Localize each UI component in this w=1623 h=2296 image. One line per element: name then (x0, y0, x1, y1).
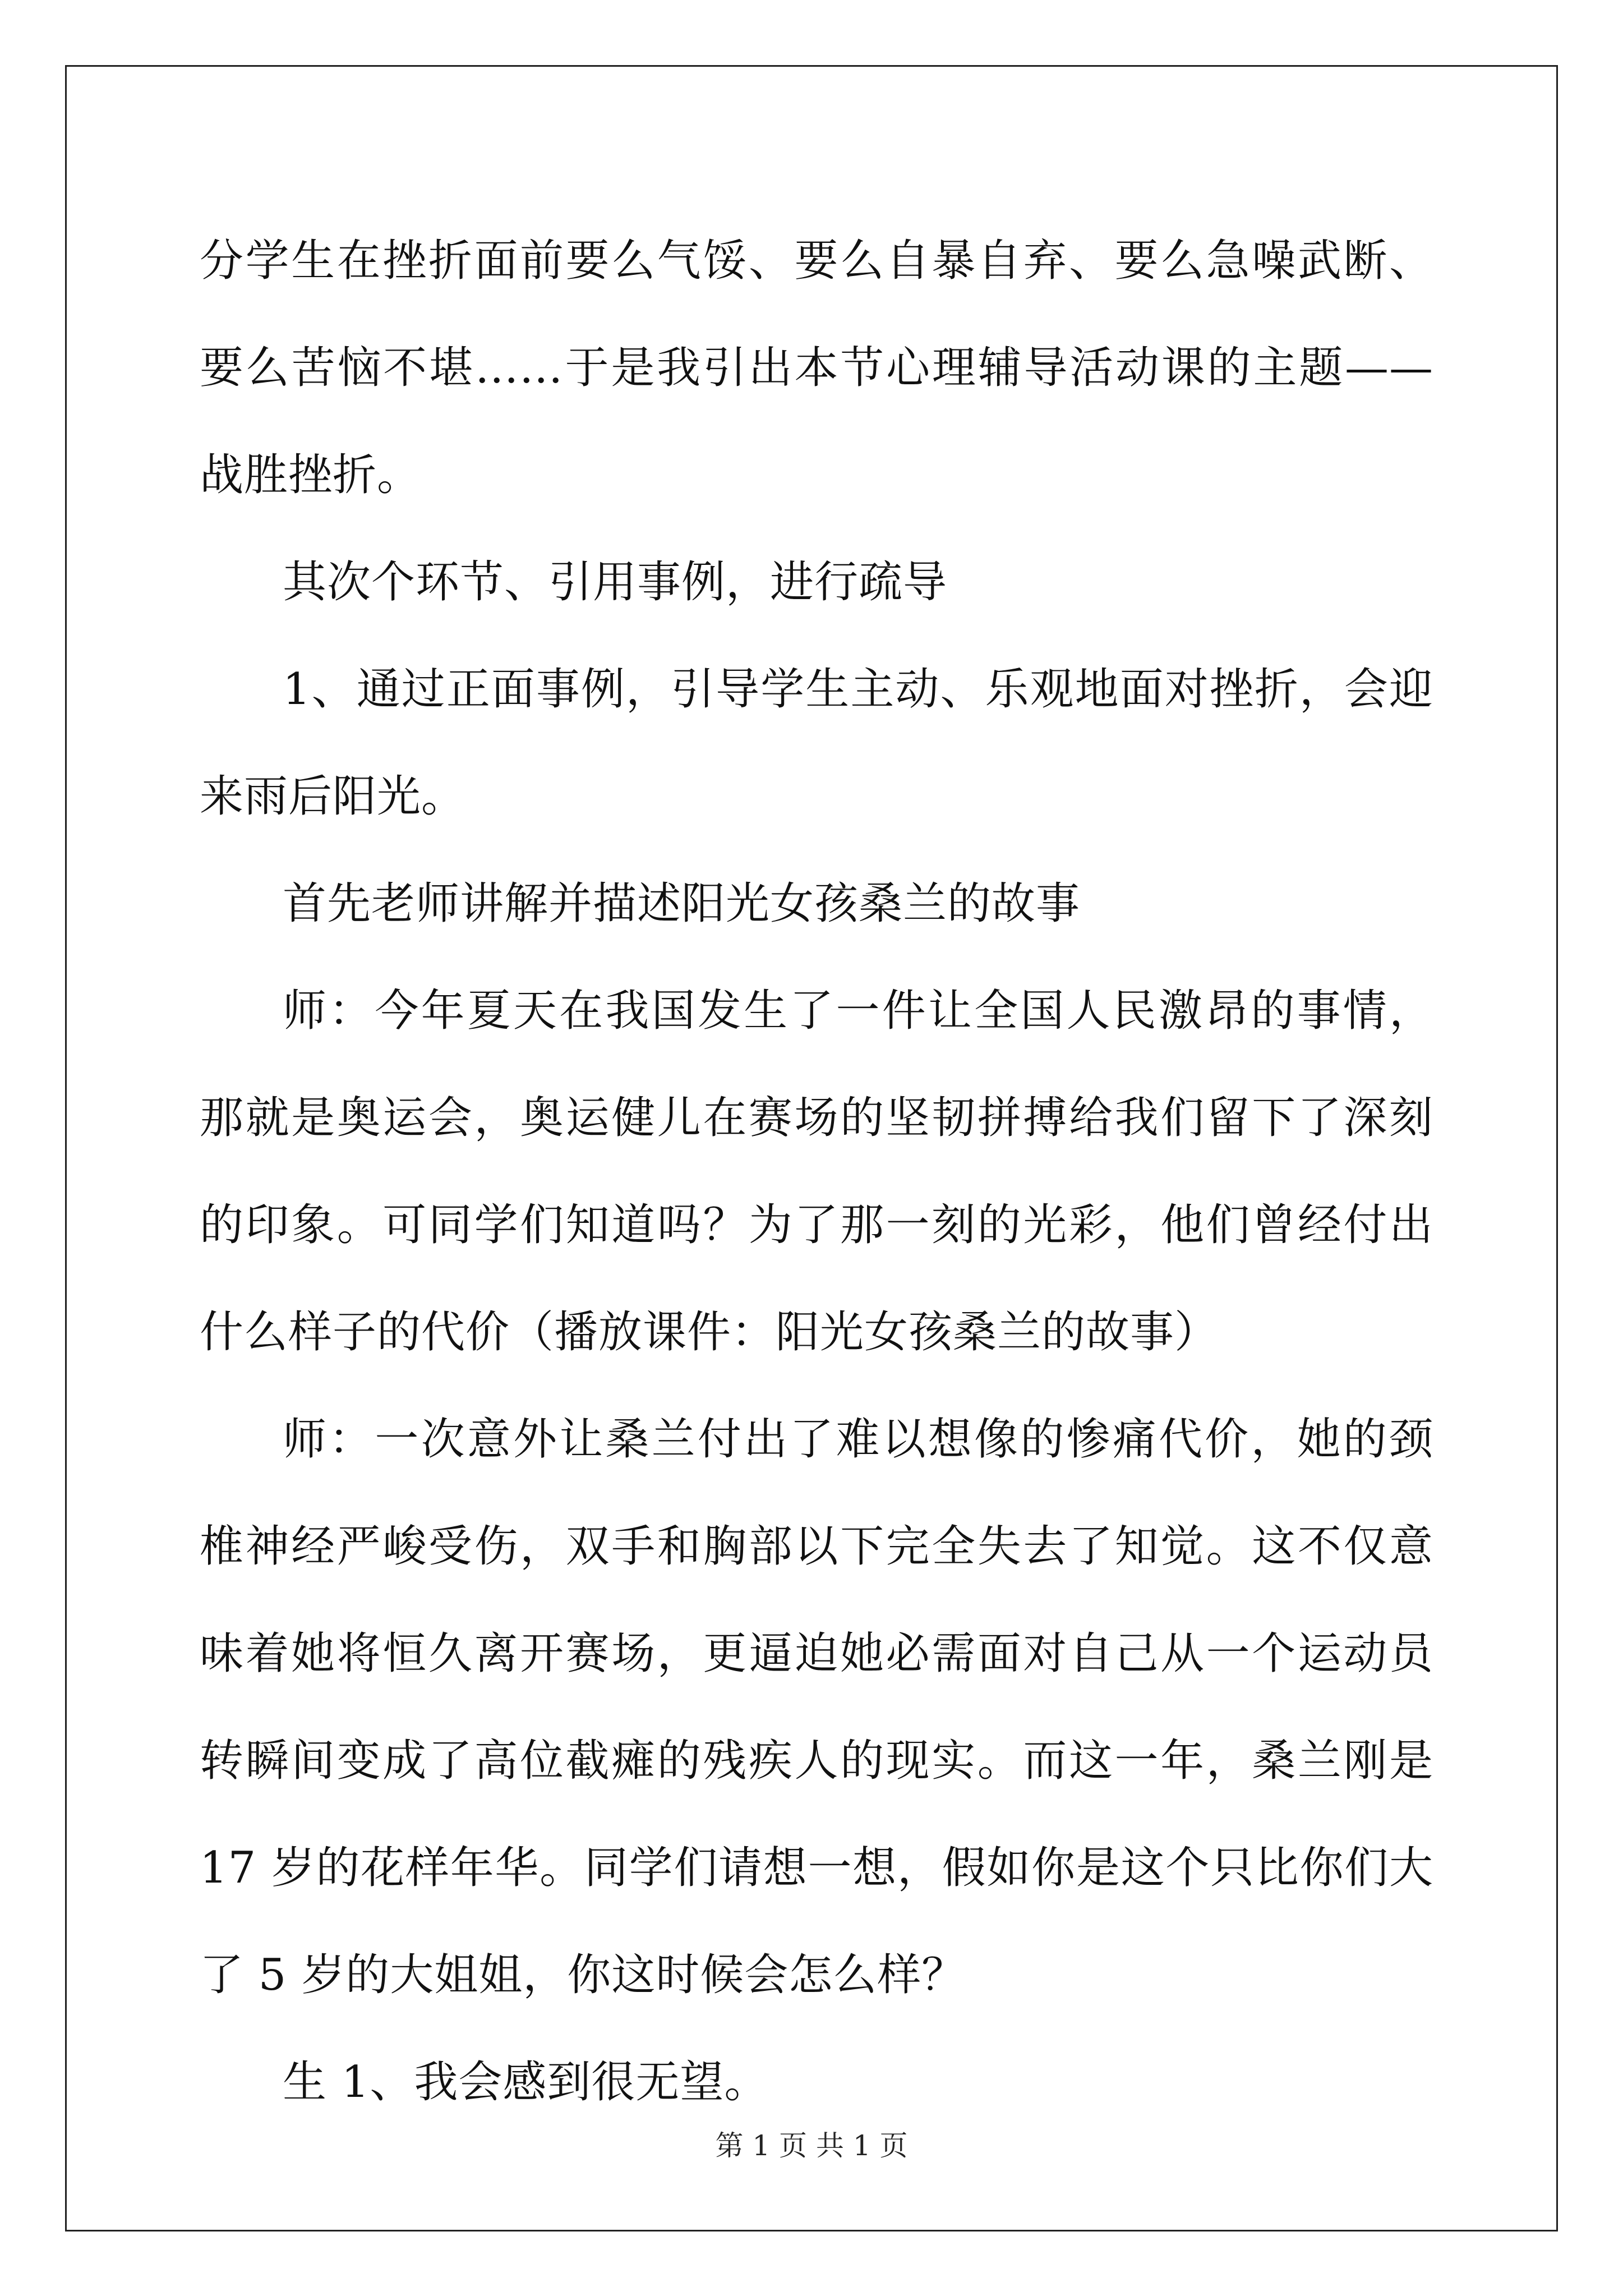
paragraph-7: 生 1、我会感到很无望。 (283, 2057, 769, 2108)
paragraph-3: 1、通过正面事例，引导学生主动、乐观地面对挫折，会迎来雨后阳光。 (200, 664, 1433, 822)
paragraph-5: 师：今年夏天在我国发生了一件让全国人民激昂的事情，那就是奥运会，奥运健儿在赛场的坚韧拼搏给我们留下了深刻的印象。可同学们知道吗？为了那一刻的光彩，他们曾经付出什么样子的代价（播放课件：阳光女孩桑兰的故事） (200, 986, 1433, 1358)
page-number-footer: 第 1 页 共 1 页 (715, 2129, 908, 2162)
paragraph-4: 首先老师讲解并描述阳光女孩桑兰的故事 (283, 878, 1081, 929)
paragraph-1: 分学生在挫折面前要么气馁、要么自暴自弃、要么急噪武断、要么苦恼不堪……于是我引出本节心理辅导活动课的主题——战胜挫折。 (200, 236, 1433, 500)
paragraph-6: 师：一次意外让桑兰付出了难以想像的惨痛代价，她的颈椎神经严峻受伤，双手和胸部以下完全失去了知觉。这不仅意味着她将恒久离开赛场，更逼迫她必需面对自己从一个运动员转瞬间变成了高位截瘫的残疾人的现实。而这一年，桑兰刚是 17 岁的花样年华。同学们请想一想，假如你是这个只比你们大了 5 岁的大姐姐，你这时候会怎么样？ (200, 1414, 1433, 2000)
paragraph-2: 其次个环节、引用事例，进行疏导 (283, 557, 948, 608)
document-body (200, 208, 1433, 2136)
